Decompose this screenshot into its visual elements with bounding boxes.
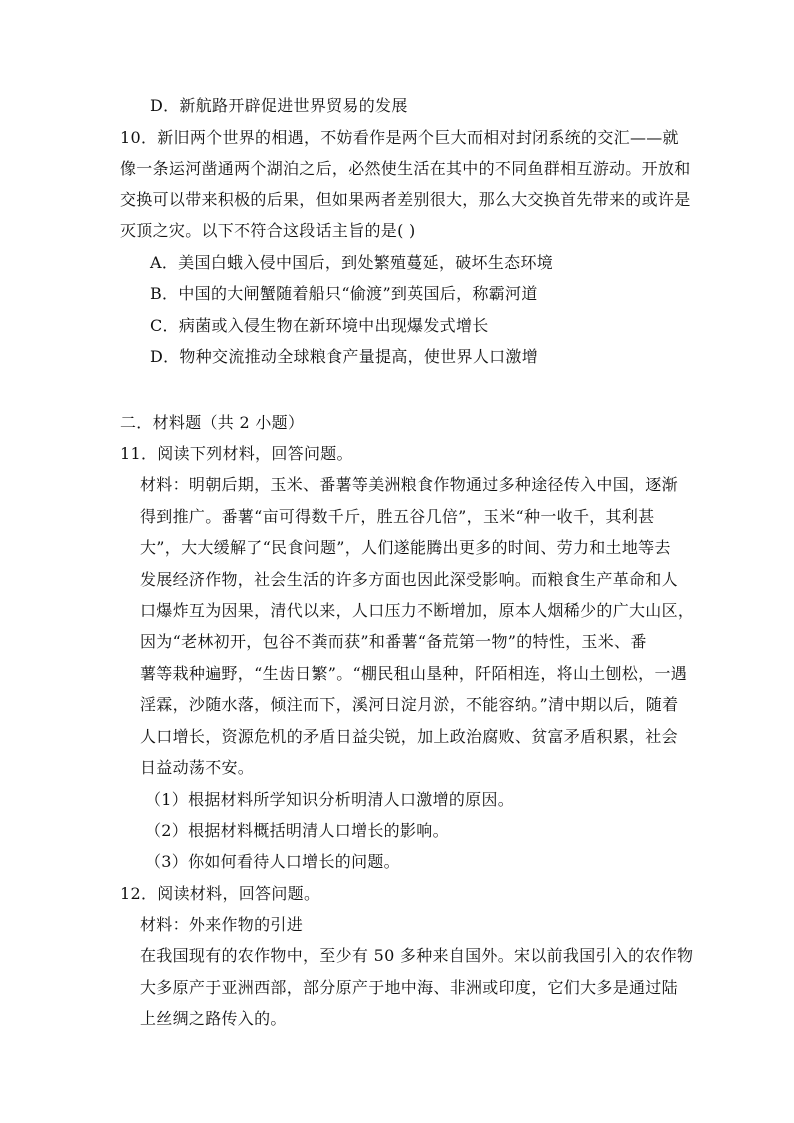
q11-material-line-6: 因为“老林初开，包谷不粪而获”和番薯“备荒第一物”的特性，玉米、番 (140, 632, 647, 651)
q10-stem-line-3: 交换可以带来积极的后果，但如果两者差别很大，那么大交换首先带来的或许是 (120, 190, 691, 209)
q12-title: 12．阅读材料，回答问题。 (120, 884, 321, 903)
q11-material-line-7: 薯等栽种遍野，“生齿日繁”。“棚民租山垦种，阡陌相连，将山土刨松，一遇 (140, 664, 688, 683)
q11-material-line-9: 人口增长，资源危机的矛盾日益尖锐，加上政治腐败、贫富矛盾积累，社会 (140, 727, 678, 746)
q12-material-line-1: 在我国现有的农作物中，至少有 50 多种来自国外。宋以前我国引入的农作物 (140, 946, 694, 965)
q11-material-line-5: 口爆炸互为因果，清代以来，人口压力不断增加，原本人烟稀少的广大山区， (140, 601, 695, 620)
q11-question-2: （2）根据材料概括明清人口增长的影响。 (145, 821, 449, 840)
q11-material-line-2: 得到推广。番薯“亩可得数千斤，胜五谷几倍”，玉米“种一收千，其利甚 (140, 507, 655, 526)
section-2-heading: 二．材料题（共 2 小题） (120, 413, 305, 432)
q11-question-1: （1）根据材料所学知识分析明清人口激增的原因。 (145, 790, 515, 809)
q11-material-line-10: 日益动荡不安。 (140, 758, 255, 777)
q11-material-line-4: 发展经济作物，社会生活的许多方面也因此深受影响。而粮食生产革命和人 (140, 570, 678, 589)
q11-material-line-8: 淫霖，沙随水落，倾注而下，溪河日淀月淤，不能容纳。”清中期以后，随着 (140, 695, 679, 714)
q10-stem-line-4: 灭顶之灾。以下不符合这段话主旨的是( ) (120, 221, 416, 240)
q11-question-3: （3）你如何看待人口增长的问题。 (145, 852, 400, 871)
q9-option-d: D．新航路开辟促进世界贸易的发展 (150, 96, 408, 115)
q10-stem-line-2: 像一条运河凿通两个湖泊之后，必然使生活在其中的不同鱼群相互游动。开放和 (120, 159, 691, 178)
q12-material-line-3: 上丝绸之路传入的。 (140, 1009, 287, 1028)
q11-material-line-3: 大”，大大缓解了“民食问题”，人们遂能腾出更多的时间、劳力和土地等去 (140, 538, 671, 557)
q12-material-line-2: 大多原产于亚洲西部，部分原产于地中海、非洲或印度，它们大多是通过陆 (140, 978, 678, 997)
q10-option-d: D．物种交流推动全球粮食产量提高，使世界人口激增 (150, 347, 539, 366)
q10-option-a: A．美国白蛾入侵中国后，到处繁殖蔓延，破坏生态环境 (150, 253, 554, 272)
q10-option-b: B．中国的大闸蟹随着船只“偷渡”到英国后，称霸河道 (150, 284, 538, 303)
q10-stem-line-1: 10．新旧两个世界的相遇，不妨看作是两个巨大而相对封闭系统的交汇——就 (120, 128, 679, 147)
q10-option-c: C．病菌或入侵生物在新环境中出现爆发式增长 (150, 316, 489, 335)
q11-material-line-1: 材料：明朝后期，玉米、番薯等美洲粮食作物通过多种途径传入中国，逐渐 (140, 475, 678, 494)
q11-title: 11．阅读下列材料，回答问题。 (120, 444, 353, 463)
q12-material-title: 材料：外来作物的引进 (140, 915, 304, 934)
